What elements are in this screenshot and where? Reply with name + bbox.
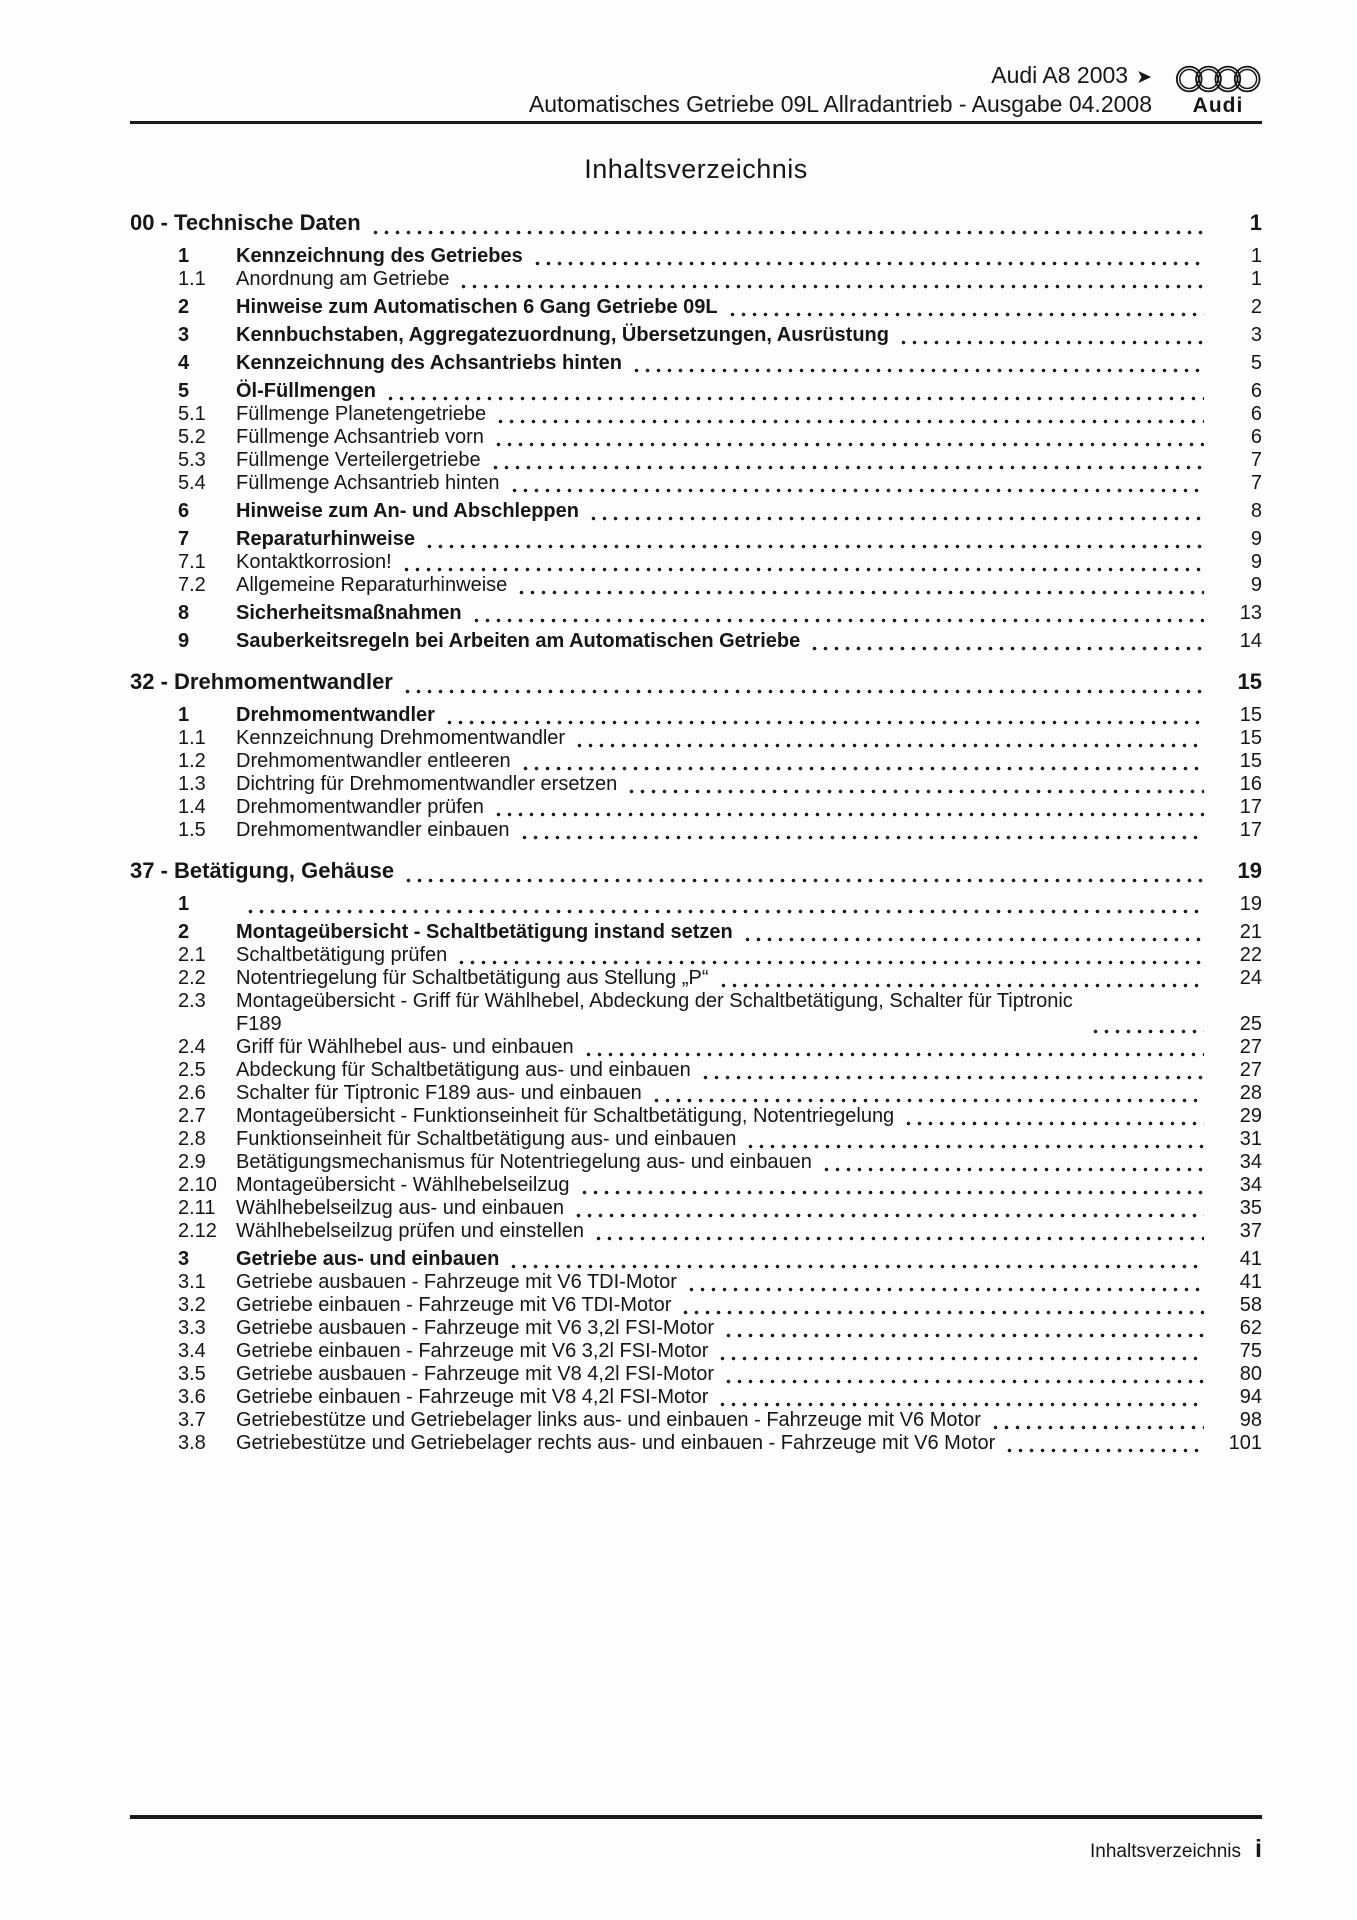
entry-title: Montageübersicht - Griff für Wählhebel, Abdeckung der Schaltbetätigung, Schalter für Tiptronic F189 [236,990,1073,1035]
entry-title: Füllmenge Verteilergetriebe [236,449,481,471]
section-code: 32 [130,669,155,694]
dot-leader [508,1248,1204,1271]
page-number: 62 [1239,1317,1262,1339]
entry-title: Sicherheitsmaßnahmen [236,602,462,624]
toc-section [130,856,1262,1455]
entry-title: Getriebestütze und Getriebelager links aus- und einbauen - Fahrzeuge mit V6 Motor [236,1409,981,1431]
dot-leader [532,245,1204,268]
dot-leader [579,1174,1204,1197]
toc-entry [130,1294,1262,1317]
page-number: 34 [1239,1174,1262,1196]
entry-title: Kennbuchstaben, Aggregatezuordnung, Übersetzungen, Ausrüstung [236,324,889,346]
page-footer [130,1815,1262,1864]
entry-title: Drehmomentwandler entleeren [236,750,511,772]
entry-title: Abdeckung für Schaltbetätigung aus- und einbauen [236,1059,691,1081]
page-number: 27 [1239,1059,1262,1081]
entry-number: 2.4 [178,1036,206,1058]
page-number: 7 [1250,449,1262,471]
dot-leader [1090,1013,1204,1036]
dot-leader [245,893,1204,916]
entry-title: Kontaktkorrosion! [236,551,392,573]
dot-leader [718,967,1204,990]
page-number: 21 [1239,921,1262,943]
entry-title: Getriebe ausbauen - Fahrzeuge mit V6 TDI-Motor [236,1271,677,1293]
entry-number: 2.11 [178,1197,216,1219]
toc-entry [130,324,1262,347]
page-number: 34 [1239,1151,1262,1173]
dot-leader [402,667,1204,697]
page-number: 75 [1239,1340,1262,1362]
entry-number: 8 [178,602,190,624]
toc-entry [130,1036,1262,1059]
section-separator: - [154,858,175,883]
dot-leader [717,1340,1204,1363]
entry-number: 5.2 [178,426,206,448]
audi-wordmark: Audi [1192,94,1244,117]
footer-text [130,1835,1262,1864]
entry-title: Montageübersicht - Wählhebelseilzug [236,1174,570,1196]
entry-number: 5.1 [178,403,206,425]
dot-leader [519,819,1205,842]
entry-number: 3 [178,1248,190,1270]
dot-leader [493,796,1204,819]
section-heading-label [130,208,361,238]
entry-title: Kennzeichnung Drehmomentwandler [236,727,566,749]
toc-entry [130,1248,1262,1271]
entry-title: Getriebe aus- und einbauen [236,1248,500,1270]
toc-entry [130,704,1262,727]
entry-number: 6 [178,500,190,522]
entry-title: Hinweise zum An- und Abschleppen [236,500,579,522]
page-number: 101 [1228,1432,1262,1454]
entry-title: Wählhebelseilzug aus- und einbauen [236,1197,565,1219]
page-number: 58 [1239,1294,1262,1316]
entry-number: 1.5 [178,819,206,841]
entry-number: 3.2 [178,1294,206,1316]
toc-section [130,208,1262,653]
toc-entry [130,1271,1262,1294]
dot-leader [456,944,1204,967]
audi-logo [1174,64,1262,118]
entry-number: 3.5 [178,1363,206,1385]
page-number: 6 [1250,426,1262,448]
footer-label: Inhaltsverzeichnis [1090,1841,1242,1862]
dot-leader [723,1317,1204,1340]
toc [130,208,1262,1455]
page-number: 27 [1239,1036,1262,1058]
dot-leader [631,352,1204,375]
entry-title: Funktionseinheit für Schaltbetätigung aus- und einbauen [236,1128,737,1150]
entry-title: Füllmenge Achsantrieb hinten [236,472,500,494]
entry-title: Getriebe ausbauen - Fahrzeuge mit V6 3,2l FSI-Motor [236,1317,715,1339]
page-number: 6 [1250,403,1262,425]
entry-number: 7.1 [178,551,206,573]
dot-leader [809,630,1204,653]
entry-title: Kennzeichnung des Getriebes [236,245,523,267]
dot-leader [593,1220,1204,1243]
arrow-right-icon: ➤ [1136,67,1152,88]
entry-number: 3.6 [178,1386,206,1408]
toc-entry [130,449,1262,472]
dot-leader [898,324,1204,347]
section-title: Technische Daten [174,210,361,235]
page-number: 2 [1250,296,1262,318]
dot-leader [700,1059,1204,1082]
page-number: 29 [1239,1105,1262,1127]
dot-leader [727,296,1204,319]
toc-entry [130,1128,1262,1151]
dot-leader [493,426,1204,449]
page-number: 19 [1237,858,1262,883]
toc-entry [130,528,1262,551]
entry-title: Reparaturhinweise [236,528,415,550]
toc-entry [130,245,1262,268]
dot-leader [471,602,1204,625]
dot-leader [686,1271,1204,1294]
entry-number: 1 [178,704,190,726]
page-header [130,0,1262,118]
page-number: 17 [1239,819,1262,841]
dot-leader [626,773,1204,796]
section-separator: - [154,210,175,235]
toc-section-heading [130,856,1262,886]
entry-number: 7.2 [178,574,206,596]
entry-number: 1 [178,893,190,915]
section-code: 37 [130,858,155,883]
toc-entry [130,1151,1262,1174]
entry-number: 2.8 [178,1128,206,1150]
toc-entry [130,268,1262,291]
entry-title: Notentriegelung für Schaltbetätigung aus Stellung „P“ [236,967,709,989]
toc-entry [130,1409,1262,1432]
entry-number: 4 [178,352,190,374]
toc-entry [130,967,1262,990]
section-heading-label [130,856,394,886]
page-number: 5 [1250,352,1262,374]
entry-number: 2.7 [178,1105,206,1127]
page-number: 9 [1250,574,1262,596]
entry-title: Getriebe ausbauen - Fahrzeuge mit V8 4,2l FSI-Motor [236,1363,715,1385]
dot-leader [385,380,1204,403]
toc-entry [130,1174,1262,1197]
dot-leader [1004,1432,1204,1455]
section-heading-label [130,667,393,697]
page-number: 19 [1239,893,1262,915]
dot-leader [516,574,1204,597]
toc-entry [130,1363,1262,1386]
dot-leader [588,500,1204,523]
toc-entry [130,1082,1262,1105]
toc-entry [130,551,1262,574]
entry-title: Öl-Füllmengen [236,380,376,402]
dot-leader [490,449,1204,472]
entry-title: Montageübersicht - Funktionseinheit für Schaltbetätigung, Notentriegelung [236,1105,895,1127]
entry-title: Wählhebelseilzug prüfen und einstellen [236,1220,585,1242]
page-number: 8 [1250,500,1262,522]
dot-leader [401,551,1204,574]
dot-leader [424,528,1204,551]
toc-entry [130,630,1262,653]
entry-number: 3.1 [178,1271,206,1293]
page-number: 1 [1249,210,1262,235]
toc-entry [130,1340,1262,1363]
toc-entry [130,893,1262,916]
page-number: 41 [1239,1248,1262,1270]
section-code: 00 [130,210,155,235]
page-number: 94 [1239,1386,1262,1408]
toc-entry [130,1220,1262,1243]
entry-number: 2 [178,296,190,318]
toc-entry [130,796,1262,819]
entry-title: Schaltbetätigung prüfen [236,944,448,966]
audi-rings-icon [1175,64,1261,94]
toc-entry [130,990,1262,1036]
dot-leader [573,1197,1204,1220]
toc-entry [130,1317,1262,1340]
toc-section-heading [130,208,1262,238]
toc-entry [130,380,1262,403]
entry-title: Füllmenge Achsantrieb vorn [236,426,484,448]
section-title: Betätigung, Gehäuse [174,858,395,883]
entry-number: 2.5 [178,1059,206,1081]
page-number: 41 [1239,1271,1262,1293]
dot-leader [403,856,1204,886]
dot-leader [458,268,1204,291]
entry-title: Hinweise zum Automatischen 6 Gang Getriebe 09L [236,296,718,318]
toc-entry [130,602,1262,625]
dot-leader [717,1386,1204,1409]
toc-entry [130,819,1262,842]
entry-number: 3.8 [178,1432,206,1454]
page-number: 15 [1237,669,1262,694]
dot-leader [574,727,1204,750]
toc-entry [130,750,1262,773]
page-number: 1 [1250,245,1262,267]
page-number: 80 [1239,1363,1262,1385]
header-model-line [991,62,1152,91]
page-number: 15 [1239,727,1262,749]
entry-number: 1.3 [178,773,206,795]
page-number: 14 [1239,630,1262,652]
dot-leader [723,1363,1204,1386]
toc-entry [130,921,1262,944]
dot-leader [745,1128,1204,1151]
dot-leader [680,1294,1204,1317]
entry-title: Getriebe einbauen - Fahrzeuge mit V8 4,2l FSI-Motor [236,1386,709,1408]
page-number: 1 [1250,268,1262,290]
entry-number: 5.4 [178,472,206,494]
toc-section-heading [130,667,1262,697]
footer-rule [130,1815,1262,1819]
toc-entry [130,1105,1262,1128]
page-title: Inhaltsverzeichnis [584,154,808,184]
entry-number: 2.2 [178,967,206,989]
dot-leader [520,750,1204,773]
header-rule [130,121,1262,124]
entry-number: 1.1 [178,727,206,749]
entry-title: Füllmenge Planetengetriebe [236,403,487,425]
page-number: 15 [1239,750,1262,772]
entry-number: 3.3 [178,1317,206,1339]
header-model-text: Audi A8 2003 [991,62,1129,88]
dot-leader [651,1082,1204,1105]
entry-number: 2.6 [178,1082,206,1104]
dot-leader [370,208,1204,238]
page-number: 35 [1239,1197,1262,1219]
entry-number: 2.3 [178,990,206,1012]
section-title: Drehmomentwandler [174,669,393,694]
header-subtitle: Automatisches Getriebe 09L Allradantrieb - Ausgabe 04.2008 [528,91,1152,117]
entry-number: 2 [178,921,190,943]
entry-title: Dichtring für Drehmomentwandler ersetzen [236,773,618,795]
entry-title: Montageübersicht - Schaltbetätigung instand setzen [236,921,733,943]
entry-number: 1.1 [178,268,206,290]
entry-title: Griff für Wählhebel aus- und einbauen [236,1036,574,1058]
toc-entry [130,472,1262,495]
page-number: 25 [1239,1013,1262,1035]
entry-number: 5.3 [178,449,206,471]
entry-title: Kennzeichnung des Achsantriebs hinten [236,352,622,374]
entry-title: Getriebe einbauen - Fahrzeuge mit V6 TDI-Motor [236,1294,672,1316]
entry-number: 1 [178,245,190,267]
page-number: 98 [1239,1409,1262,1431]
toc-section [130,667,1262,842]
dot-leader [509,472,1205,495]
entry-number: 3 [178,324,190,346]
page-number: 24 [1239,967,1262,989]
page-number: 9 [1250,528,1262,550]
page-number: 22 [1239,944,1262,966]
entry-number: 9 [178,630,190,652]
page-number: 7 [1250,472,1262,494]
dot-leader [903,1105,1204,1128]
entry-title: Allgemeine Reparaturhinweise [236,574,508,596]
header-text [130,62,1174,118]
entry-title: Betätigungsmechanismus für Notentriegelung aus- und einbauen [236,1151,812,1173]
entry-number: 3.4 [178,1340,206,1362]
entry-title: Drehmomentwandler [236,704,435,726]
toc-entry [130,426,1262,449]
entry-number: 3.7 [178,1409,206,1431]
dot-leader [821,1151,1204,1174]
entry-title: Sauberkeitsregeln bei Arbeiten am Automatischen Getriebe [236,630,801,652]
toc-entry [130,1059,1262,1082]
toc-entry [130,1197,1262,1220]
toc-entry [130,574,1262,597]
entry-title: Getriebestütze und Getriebelager rechts aus- und einbauen - Fahrzeuge mit V6 Motor [236,1432,996,1454]
page-number: 3 [1250,324,1262,346]
entry-title: Anordnung am Getriebe [236,268,450,290]
toc-entry [130,1386,1262,1409]
entry-title: Drehmomentwandler einbauen [236,819,510,841]
page-number: 17 [1239,796,1262,818]
toc-entry [130,352,1262,375]
page-number: 31 [1239,1128,1262,1150]
dot-leader [583,1036,1204,1059]
page-number: 16 [1239,773,1262,795]
page-number: 28 [1239,1082,1262,1104]
section-separator: - [154,669,175,694]
page-number: 15 [1239,704,1262,726]
entry-number: 7 [178,528,190,550]
toc-entry [130,773,1262,796]
dot-leader [990,1409,1204,1432]
page-number: 13 [1239,602,1262,624]
toc-entry [130,1432,1262,1455]
toc-entry [130,500,1262,523]
footer-page-number: i [1255,1835,1262,1863]
entry-number: 5 [178,380,190,402]
entry-number: 2.9 [178,1151,206,1173]
entry-number: 2.10 [178,1174,217,1196]
dot-leader [444,704,1204,727]
toc-entry [130,296,1262,319]
dot-leader [742,921,1204,944]
entry-number: 1.4 [178,796,206,818]
entry-title: Drehmomentwandler prüfen [236,796,484,818]
toc-entry [130,944,1262,967]
toc-entry [130,403,1262,426]
entry-number: 2.1 [178,944,206,966]
entry-title: Schalter für Tiptronic F189 aus- und einbauen [236,1082,642,1104]
page-number: 37 [1239,1220,1262,1242]
dot-leader [495,403,1204,426]
entry-number: 2.12 [178,1220,217,1242]
page-number: 9 [1250,551,1262,573]
page-number: 6 [1250,380,1262,402]
entry-number: 1.2 [178,750,206,772]
toc-entry [130,727,1262,750]
entry-title: Getriebe einbauen - Fahrzeuge mit V6 3,2l FSI-Motor [236,1340,709,1362]
